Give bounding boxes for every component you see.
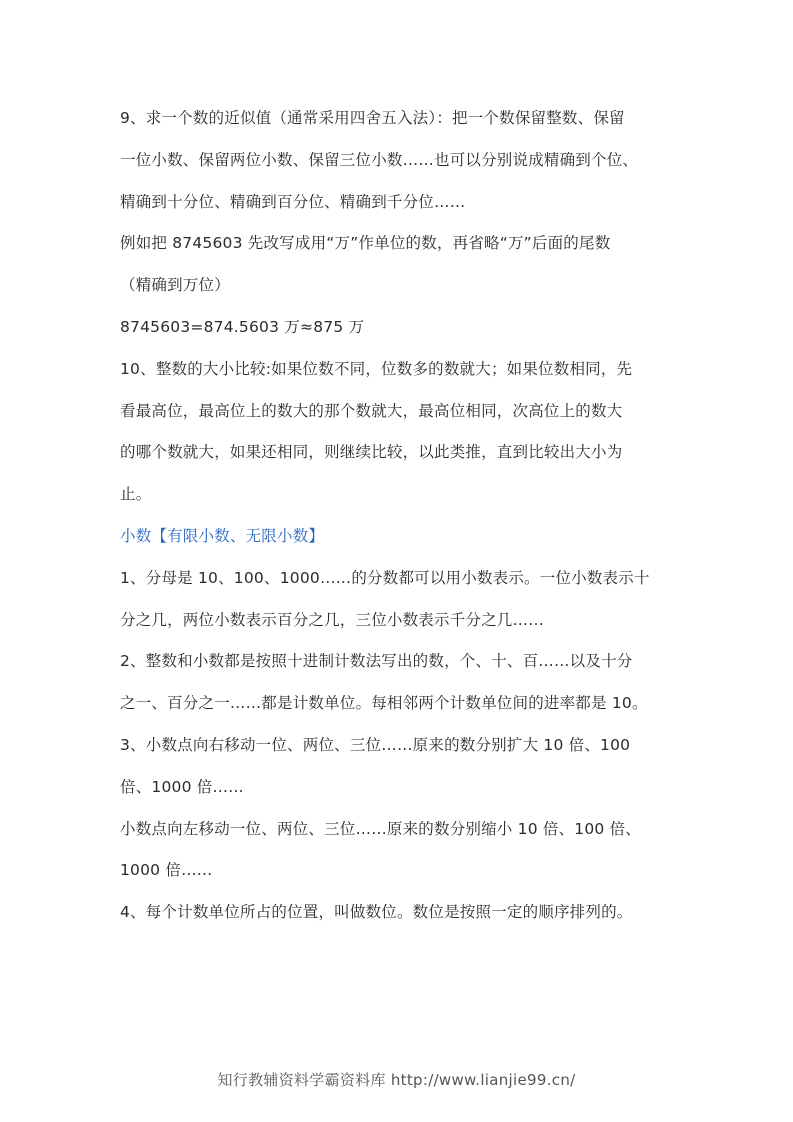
text-line: 的哪个数就大，如果还相同，则继续比较，以此类推，直到比较出大小为 xyxy=(120,443,623,462)
text-line: 看最高位，最高位上的数大的那个数就大，最高位相同，次高位上的数大 xyxy=(120,401,623,420)
text-line: 3、小数点向右移动一位、两位、三位……原来的数分别扩大 10 倍、100 xyxy=(120,735,631,754)
text-line: 9、求一个数的近似值（通常采用四舍五入法）：把一个数保留整数、保留 xyxy=(120,109,625,127)
text-line: 8745603=874.5603 万≈875 万 xyxy=(120,317,365,336)
text-line: 止。 xyxy=(120,485,152,504)
document-body xyxy=(120,106,680,942)
section-heading: 小数【有限小数、无限小数】 xyxy=(120,526,325,545)
text-line: 分之几，两位小数表示百分之几，三位小数表示千分之几…… xyxy=(120,610,544,629)
text-line: 10、整数的大小比较:如果位数不同，位数多的数就大；如果位数相同，先 xyxy=(120,359,633,378)
text-line: 1000 倍…… xyxy=(120,861,213,880)
text-line: 1、分母是 10、100、1000……的分数都可以用小数表示。一位小数表示十 xyxy=(120,568,650,587)
text-line: 倍、1000 倍…… xyxy=(120,777,244,796)
text-line: 4、每个计数单位所占的位置，叫做数位。数位是按照一定的顺序排列的。 xyxy=(120,903,633,922)
text-line: 小数点向左移动一位、两位、三位……原来的数分别缩小 10 倍、100 倍、 xyxy=(120,819,641,838)
text-line: 精确到十分位、精确到百分位、精确到千分位…… xyxy=(120,192,466,211)
text-line: 之一、百分之一……都是计数单位。每相邻两个计数单位间的进率都是 10。 xyxy=(120,694,648,713)
page-footer: 知行教辅资料学霸资料库 http://www.lianjie99.cn/ xyxy=(217,1071,576,1089)
text-line: 2、整数和小数都是按照十进制计数法写出的数，个、十、百……以及十分 xyxy=(120,652,633,671)
text-line: （精确到万位） xyxy=(120,276,230,295)
text-line: 例如把 8745603 先改写成用“万”作单位的数，再省略“万”后面的尾数 xyxy=(120,234,611,253)
text-line: 一位小数、保留两位小数、保留三位小数……也可以分别说成精确到个位、 xyxy=(120,150,639,169)
